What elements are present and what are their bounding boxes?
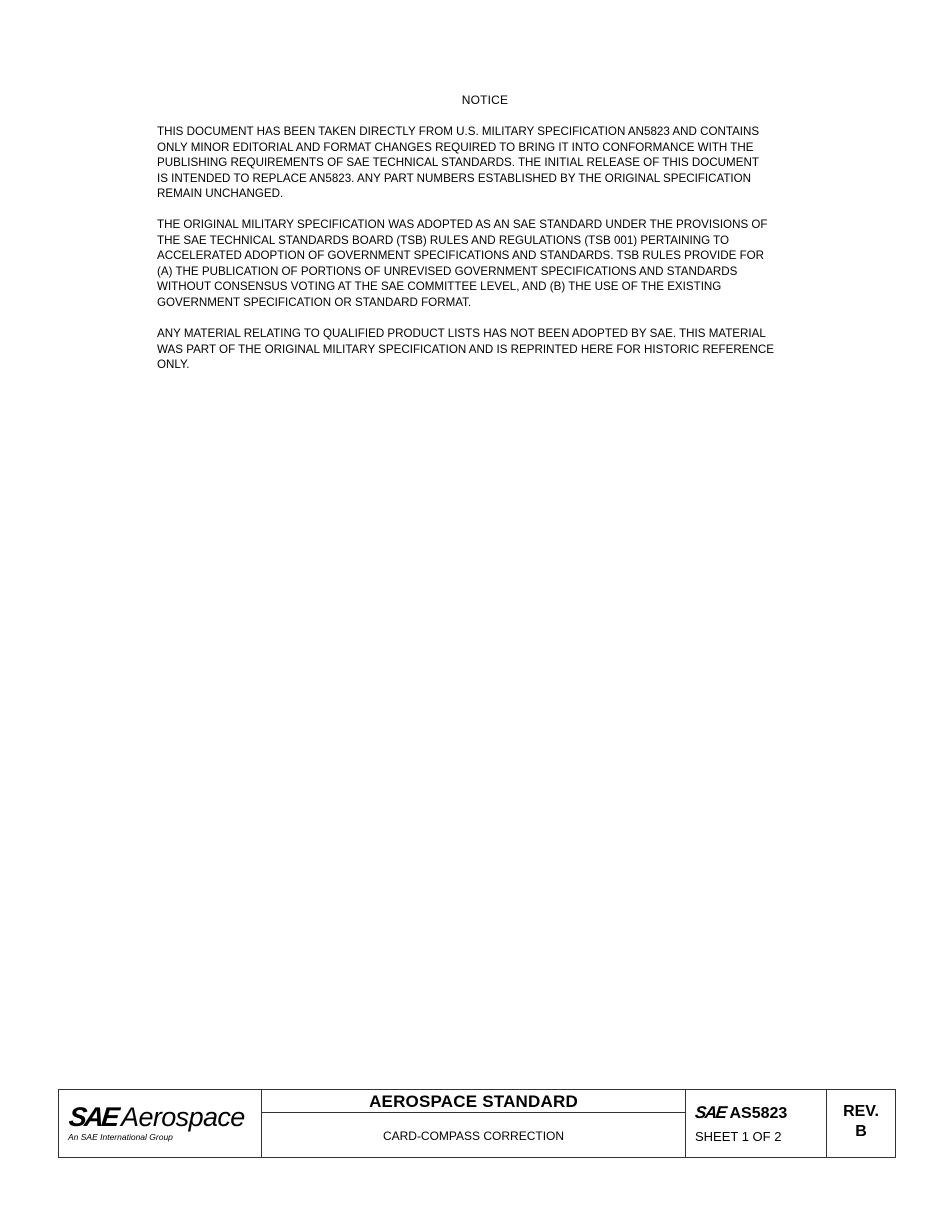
text-line: REMAIN UNCHANGED. <box>157 187 284 200</box>
notice-paragraph-2 <box>157 217 817 310</box>
sae-mark: SAE <box>694 1103 727 1122</box>
sae-aerospace-logo <box>59 1090 262 1157</box>
notice-paragraph-1 <box>157 124 817 202</box>
text-line: WAS PART OF THE ORIGINAL MILITARY SPECIFICATION AND IS REPRINTED HERE FOR HISTORIC REFERENCE <box>157 342 774 356</box>
text-line: THIS DOCUMENT HAS BEEN TAKEN DIRECTLY FROM U.S. MILITARY SPECIFICATION AN5823 AND CONTAINS <box>157 125 760 138</box>
text-line: ACCELERATED ADOPTION OF GOVERNMENT SPECIFICATIONS AND STANDARDS. TSB RULES PROVIDE FOR <box>157 249 765 262</box>
document-title: CARD-COMPASS CORRECTION <box>382 1129 565 1143</box>
text-line: THE SAE TECHNICAL STANDARDS BOARD (TSB) RULES AND REGULATIONS (TSB 001) PERTAINING TO <box>157 233 730 247</box>
logo-wordmark <box>69 1102 245 1132</box>
logo-aerospace-text: Aerospace <box>121 1102 245 1132</box>
revision-value: B <box>855 1123 867 1140</box>
text-line: GOVERNMENT SPECIFICATION OR STANDARD FORMAT. <box>157 295 472 309</box>
text-line: IS INTENDED TO REPLACE AN5823. ANY PART NUMBERS ESTABLISHED BY THE ORIGINAL SPECIFICATION <box>157 171 752 185</box>
title-block <box>58 1089 896 1158</box>
document-number-cell <box>686 1090 827 1157</box>
sheet-number: SHEET 1 OF 2 <box>695 1129 782 1144</box>
text-line: WITHOUT CONSENSUS VOTING AT THE SAE COMMITTEE LEVEL, AND (B) THE USE OF THE EXISTING <box>157 280 722 293</box>
title-cell <box>262 1090 686 1157</box>
text-line: ONLY. <box>157 358 190 371</box>
notice-paragraph-3 <box>157 326 817 373</box>
notice-title: NOTICE <box>461 93 509 107</box>
document-number-row <box>695 1103 787 1123</box>
text-line: PUBLISHING REQUIREMENTS OF SAE TECHNICAL STANDARDS. THE INITIAL RELEASE OF THIS DOCUMENT <box>157 156 759 169</box>
logo-sae-text: SAE <box>67 1102 119 1132</box>
revision-cell <box>827 1090 895 1157</box>
revision-label: REV. <box>843 1103 879 1120</box>
text-line: ONLY MINOR EDITORIAL AND FORMAT CHANGES REQUIRED TO BRING IT INTO CONFORMANCE WITH THE <box>157 140 754 154</box>
standard-type: AEROSPACE STANDARD <box>262 1090 685 1113</box>
text-line: (A) THE PUBLICATION OF PORTIONS OF UNREVISED GOVERNMENT SPECIFICATIONS AND STANDARDS <box>157 264 738 278</box>
logo-tagline: An SAE International Group <box>68 1132 173 1142</box>
document-number: AS5823 <box>729 1105 788 1122</box>
text-line: THE ORIGINAL MILITARY SPECIFICATION WAS ADOPTED AS AN SAE STANDARD UNDER THE PROVISIONS OF <box>157 218 768 231</box>
text-line: ANY MATERIAL RELATING TO QUALIFIED PRODUCT LISTS HAS NOT BEEN ADOPTED BY SAE. THIS MATERIAL <box>157 327 766 340</box>
